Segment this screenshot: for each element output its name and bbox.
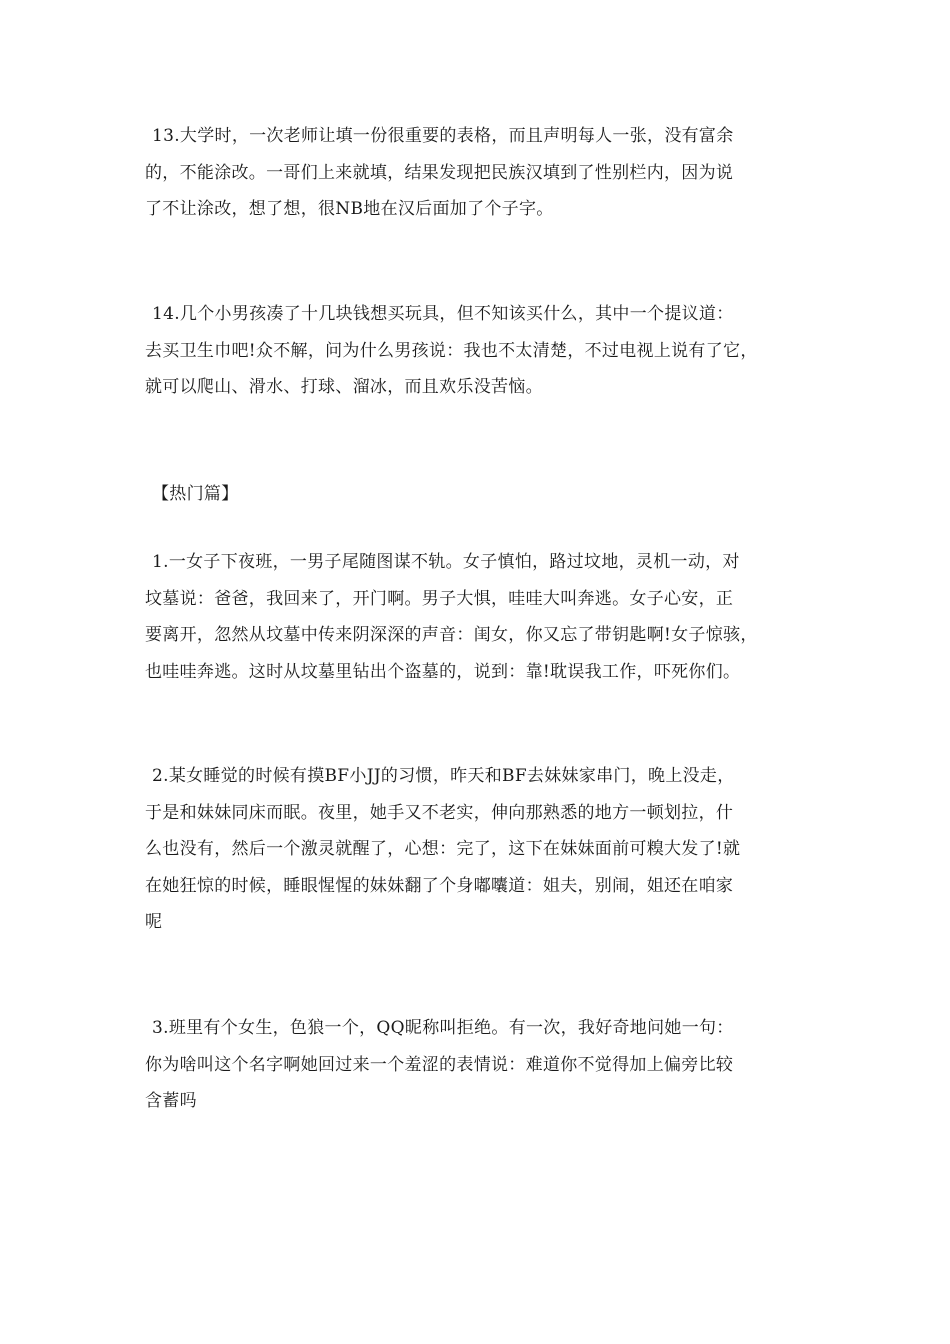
text-line: 要离开，忽然从坟墓中传来阴深深的声音：闺女，你又忘了带钥匙啊!女子惊骇， bbox=[145, 625, 758, 645]
text-line: 就可以爬山、滑水、打球、溜冰，而且欢乐没苦恼。 bbox=[145, 377, 543, 397]
text-line: 坟墓说：爸爸，我回来了，开门啊。男子大惧，哇哇大叫奔逃。女子心安，正 bbox=[145, 588, 734, 609]
text-line: 14.几个小男孩凑了十几块钱想买玩具，但不知该买什么，其中一个提议道： bbox=[152, 304, 734, 324]
text-line: 13.大学时，一次老师让填一份很重要的表格，而且声明每人一张，没有富余 bbox=[152, 126, 734, 146]
text-line: 于是和妹妹同床而眠。夜里，她手又不老实，伸向那熟悉的地方一顿划拉，什 bbox=[145, 802, 734, 823]
text-line: 也哇哇奔逃。这时从坟墓里钻出个盗墓的，说到：靠!耽误我工作，吓死你们。 bbox=[145, 661, 741, 682]
text-line: 呢 bbox=[145, 912, 163, 932]
text-line: 1.一女子下夜班，一男子尾随图谋不轨。女子慎怕，路过坟地，灵机一动，对 bbox=[152, 552, 740, 572]
text-line: 的，不能涂改。一哥们上来就填，结果发现把民族汉填到了性别栏内，因为说 bbox=[145, 162, 734, 183]
section-heading bbox=[145, 476, 815, 513]
paragraph-hot-3 bbox=[145, 1010, 815, 1120]
section-heading-text: 【热门篇】 bbox=[152, 484, 239, 504]
text-line: 你为啥叫这个名字啊她回过来一个羞涩的表情说：难道你不觉得加上偏旁比较 bbox=[145, 1054, 734, 1075]
text-line: 么也没有，然后一个激灵就醒了，心想：完了，这下在妹妹面前可糗大发了!就 bbox=[145, 839, 741, 859]
paragraph-joke-13 bbox=[145, 118, 815, 228]
paragraph-joke-14 bbox=[145, 296, 815, 406]
text-line: 在她狂惊的时候，睡眼惺惺的妹妹翻了个身嘟囔道：姐夫，别闹，姐还在咱家 bbox=[145, 875, 734, 896]
paragraph-hot-1 bbox=[145, 544, 815, 690]
text-line: 2.某女睡觉的时候有摸BF小JJ的习惯，昨天和BF去妹妹家串门，晚上没走， bbox=[152, 766, 735, 786]
text-line: 含蓄吗 bbox=[145, 1091, 197, 1111]
text-line: 3.班里有个女生，色狼一个，QQ昵称叫拒绝。有一次，我好奇地问她一句： bbox=[152, 1018, 734, 1038]
paragraph-hot-2 bbox=[145, 758, 815, 941]
text-line: 去买卫生巾吧!众不解，问为什么男孩说：我也不太清楚，不过电视上说有了它， bbox=[145, 340, 758, 361]
text-line: 了不让涂改，想了想，很NB地在汉后面加了个子字。 bbox=[145, 199, 554, 219]
